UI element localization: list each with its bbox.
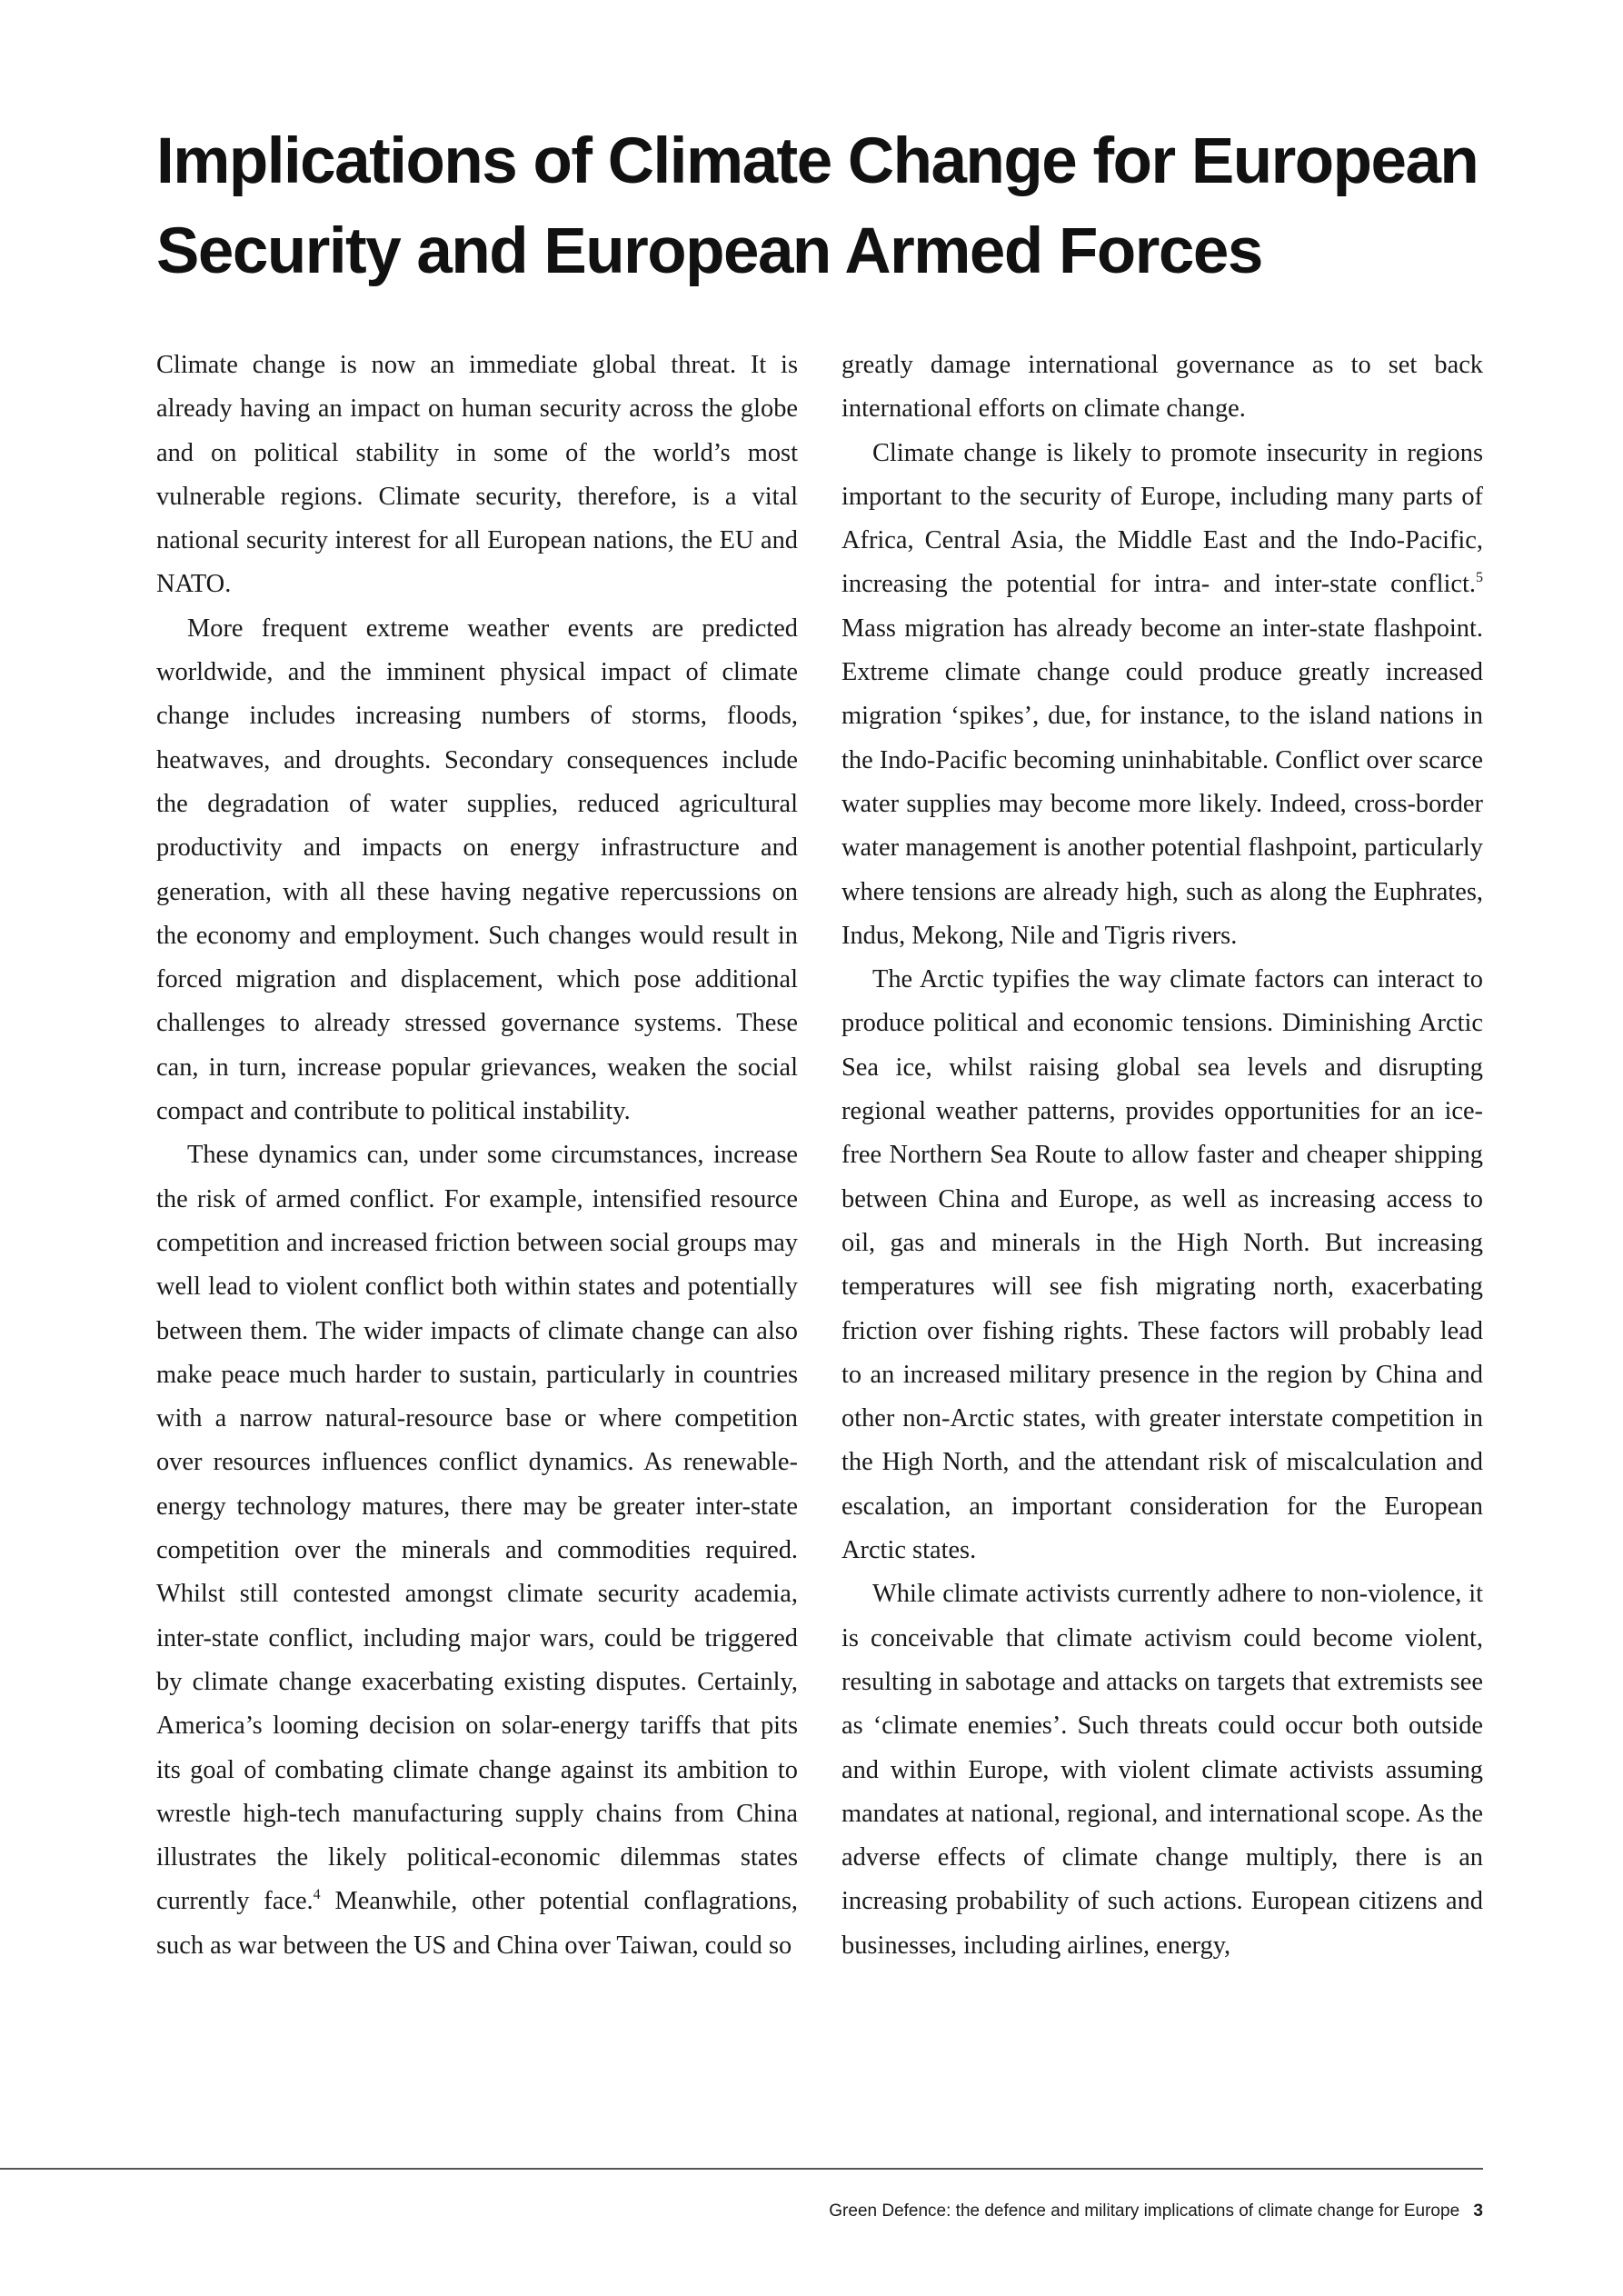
paragraph-text: These dynamics can, under some circumstances, increase the risk of armed conflict. For example, intensified resource competition and increased friction between social groups may well lead to violent conflict both within states and potentially between them. The wider impacts of climate change can also make peace much harder to sustain, particularly in countries with a narrow natural-resource base or where competition over resources influences conflict dynamics. As renewable-energy technology matures, there may be greater inter-state competition over the minerals and commodities required. Whilst still contested amongst climate security academia, inter-state conflict, including major wars, could be triggered by climate change exacerbating existing disputes. Certainly, America’s looming decision on solar-energy tariffs that pits its goal of combating climate change against its ambition to wrestle high-tech manufacturing supply chains from China illustrates the likely political-economic dilemmas states currently face. [156, 1141, 798, 1916]
paragraph: While climate activists currently adhere to non-violence, it is conceivable that climate activism could become violent, resulting in sabotage and attacks on targets that extremists see as ‘climate enemies’. Such threats could occur both outside and within Europe, with violent climate activists assuming mandates at national, regional, and international scope. As the adverse effects of climate change multiply, there is an increasing probability of such actions. European citizens and businesses, including airlines, energy, [841, 1580, 1483, 1960]
paragraph [841, 432, 1483, 959]
page-title: Implications of Climate Change for European Security and European Armed Forces [156, 125, 1479, 287]
footnote-marker[interactable]: 5 [1476, 570, 1483, 586]
footer-divider [0, 2168, 1483, 2170]
paragraph: The Arctic typifies the way climate factors can interact to produce political and economic tensions. Diminishing Arctic Sea ice, whilst raising global sea levels and disrupting regional weather patterns, provides opportunities for an ice-free Northern Sea Route to allow faster and cheaper shipping between China and Europe, as well as increasing access to oil, gas and minerals in the High North. But increasing temperatures will see fish migrating north, exacerbating friction over fishing rights. These factors will probably lead to an increased military presence in the region by China and other non-Arctic states, with greater interstate competition in the High North, and the attendant risk of miscalculation and escalation, an important consideration for the European Arctic states. [841, 965, 1483, 1565]
paragraph-text: Mass migration has already become an inter-state flashpoint. Extreme climate change could produce greatly increased migration ‘spikes’, due, for instance, to the island nations in the Indo-Pacific becoming uninhabitable. Conflict over scarce water supplies may become more likely. Indeed, cross-border water management is another potential flashpoint, particularly where tensions are already high, such as along the Euphrates, Indus, Mekong, Nile and Tigris rivers. [841, 614, 1483, 950]
left-column [156, 344, 798, 1968]
page-number: 3 [1473, 2201, 1483, 2221]
paragraph [156, 1133, 798, 1968]
page-footer [829, 2200, 1483, 2223]
paragraph-text: Meanwhile, other potential conflagrations, such as war between the US and China over Taiwan, could so [156, 1887, 798, 1960]
footnote-marker[interactable]: 4 [313, 1887, 321, 1903]
paragraph: More frequent extreme weather events are predicted worldwide, and the imminent physical impact of climate change includes increasing numbers of storms, floods, heatwaves, and droughts. Secondary consequences include the degradation of water supplies, reduced agricultural productivity and impacts on energy infrastructure and generation, with all these having negative repercussions on the economy and employment. Such changes would result in forced migration and displacement, which pose additional challenges to already stressed governance systems. These can, in turn, increase popular grievances, weaken the social compact and contribute to political instability. [156, 614, 798, 1126]
running-title: Green Defence: the defence and military implications of climate change for Europe [829, 2201, 1460, 2221]
paragraph: Climate change is now an immediate global threat. It is already having an impact on human security across the globe and on political stability in some of the world’s most vulnerable regions. Climate security, therefore, is a vital national security interest for all European nations, the EU and NATO. [156, 351, 798, 599]
paragraph-text: Climate change is likely to promote insecurity in regions important to the security of Europe, including many parts of Africa, Central Asia, the Middle East and the Indo-Pacific, increasing the potential for intra- and inter-state conflict. [841, 438, 1483, 599]
paragraph: greatly damage international governance as to set back international efforts on climate change. [841, 351, 1483, 424]
right-column [841, 344, 1483, 1968]
